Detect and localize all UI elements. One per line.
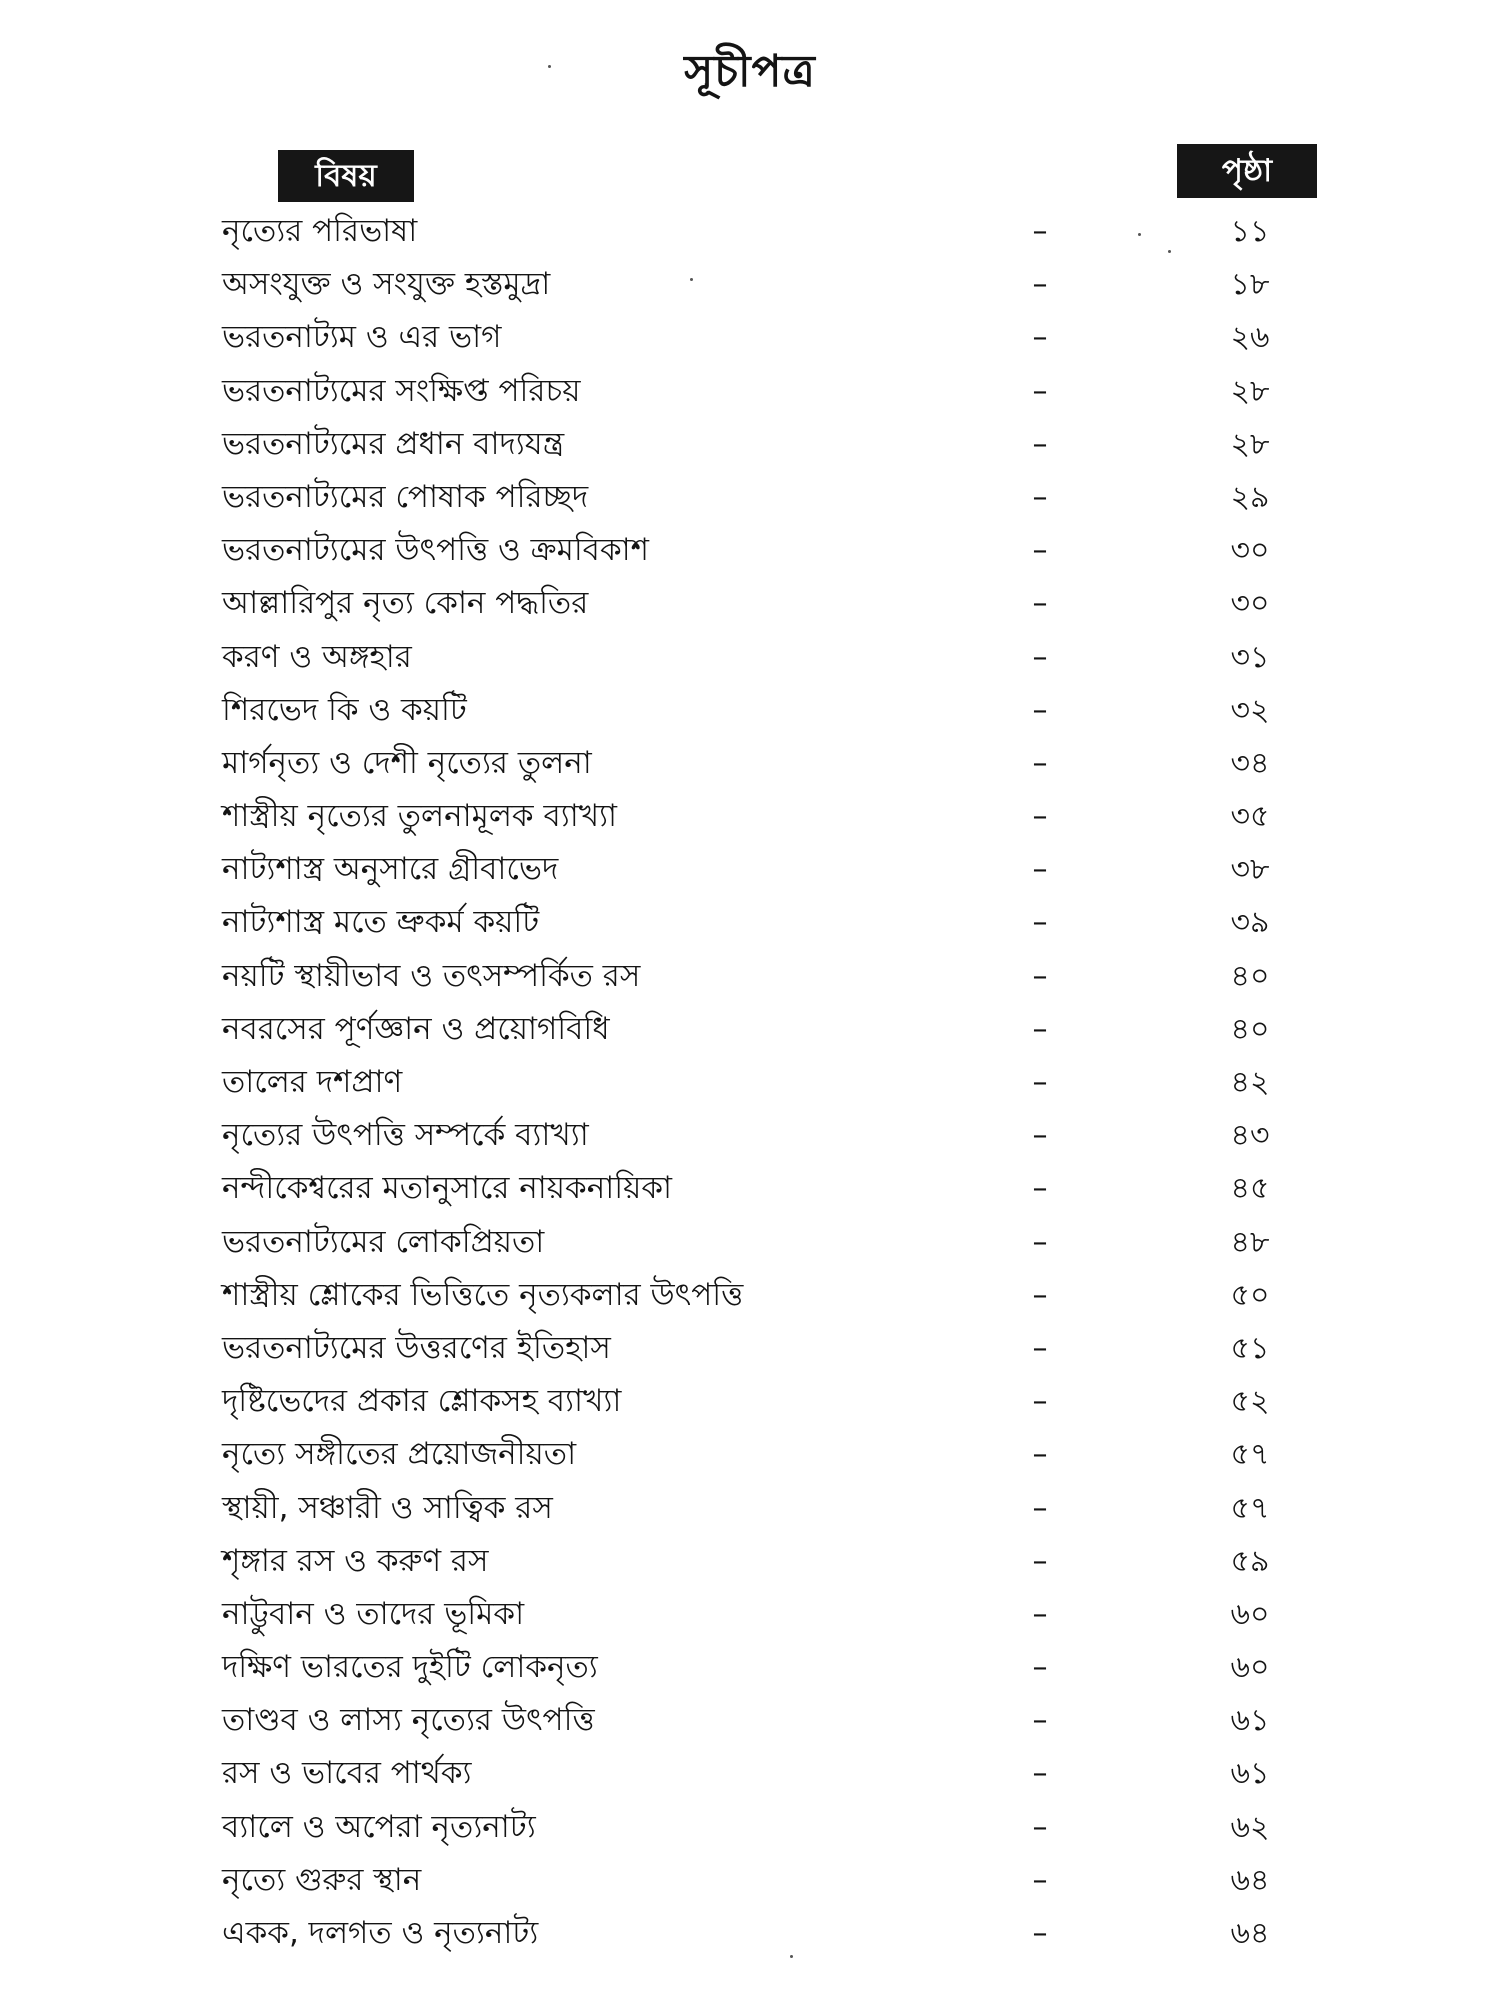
toc-entry-separator: – xyxy=(1032,1277,1048,1313)
toc-entry-separator: – xyxy=(1032,1171,1048,1207)
toc-entry-title: ভরতনাট্যমের উত্তরণের ইতিহাস xyxy=(222,1329,611,1366)
toc-entry-title: ভরতনাট্যমের উৎপত্তি ও ক্রমবিকাশ xyxy=(222,532,649,569)
toc-entry xyxy=(0,631,1500,684)
toc-entry-separator: – xyxy=(1032,479,1048,515)
toc-entry-separator: – xyxy=(1032,1703,1048,1739)
toc-entry-page-number: ৪০ xyxy=(1230,1011,1270,1047)
toc-entry xyxy=(0,1056,1500,1109)
toc-entry-page-number: ৫১ xyxy=(1230,1330,1270,1366)
toc-entry xyxy=(0,1109,1500,1162)
toc-entry-title: রস ও ভাবের পার্থক্য xyxy=(222,1755,472,1792)
toc-entry-title: মার্গনৃত্য ও দেশী নৃত্যের তুলনা xyxy=(222,744,592,781)
toc-entry-page-number: ৪০ xyxy=(1230,958,1270,994)
toc-entry-separator: – xyxy=(1032,426,1048,462)
scan-speck xyxy=(790,1955,793,1958)
toc-entry-title: ভরতনাট্যমের প্রধান বাদ্যযন্ত্র xyxy=(222,425,565,462)
toc-entry xyxy=(0,1216,1500,1269)
toc-entry-separator: – xyxy=(1032,214,1048,249)
toc-entry xyxy=(0,577,1500,630)
toc-entry xyxy=(0,1162,1500,1215)
toc-entry-separator: – xyxy=(1032,1224,1048,1260)
toc-entry-title: নৃত্যের উৎপত্তি সম্পর্কে ব্যাখ্যা xyxy=(222,1117,589,1154)
toc-entry xyxy=(0,1428,1500,1481)
toc-entry xyxy=(0,1641,1500,1694)
toc-entry xyxy=(0,1322,1500,1375)
toc-entry xyxy=(0,1694,1500,1747)
toc-entry xyxy=(0,524,1500,577)
toc-entry-title: নয়টি স্থায়ীভাব ও তৎসম্পর্কিত রস xyxy=(222,957,641,994)
toc-entry-separator: – xyxy=(1032,1809,1048,1845)
toc-entry xyxy=(0,1907,1500,1960)
toc-entry-separator: – xyxy=(1032,905,1048,941)
toc-entry-title: শিরভেদ কি ও কয়টি xyxy=(222,691,467,728)
toc-entry-page-number: ৩৮ xyxy=(1230,852,1270,888)
toc-entry-title: নন্দীকেশ্বরের মতানুসারে নায়কনায়িকা xyxy=(222,1170,673,1207)
toc-entry-title: ভরতনাট্যমের পোষাক পরিচ্ছদ xyxy=(222,478,589,515)
toc-entry-separator: – xyxy=(1032,1596,1048,1632)
toc-entry-title: নৃত্যে গুরুর স্থান xyxy=(222,1861,422,1898)
toc-entry-page-number: ৩০ xyxy=(1230,586,1270,622)
toc-entry-page-number: ৬০ xyxy=(1230,1596,1270,1632)
toc-entry-title: নাট্টুবান ও তাদের ভূমিকা xyxy=(222,1595,525,1632)
toc-entry-title: নৃত্যের পরিভাষা xyxy=(222,213,418,249)
toc-entry-title: নবরসের পূর্ণজ্ঞান ও প্রয়োগবিধি xyxy=(222,1010,610,1047)
toc-entry-separator: – xyxy=(1032,1756,1048,1792)
toc-entry xyxy=(0,1747,1500,1800)
toc-entry-separator: – xyxy=(1032,1862,1048,1898)
toc-entry-title: শাস্ত্রীয় নৃত্যের তুলনামূলক ব্যাখ্যা xyxy=(222,798,618,835)
toc-entry xyxy=(0,1482,1500,1535)
toc-entry-separator: – xyxy=(1032,1065,1048,1100)
toc-entry-page-number: ৩৯ xyxy=(1230,905,1270,941)
toc-entry-page-number: ৫২ xyxy=(1230,1384,1270,1420)
toc-entry-page-number: ৫৭ xyxy=(1230,1490,1270,1526)
scan-speck xyxy=(548,65,551,68)
toc-entry-separator: – xyxy=(1032,1437,1048,1473)
toc-entry xyxy=(0,471,1500,524)
toc-entry-page-number: ৬১ xyxy=(1230,1703,1270,1739)
toc-entry-title: তাণ্ডব ও লাস্য নৃত্যের উৎপত্তি xyxy=(222,1702,595,1739)
toc-entry-page-number: ১১ xyxy=(1230,214,1270,249)
toc-entry xyxy=(0,843,1500,896)
toc-entry-page-number: ৫৭ xyxy=(1230,1437,1270,1473)
toc-entry xyxy=(0,1375,1500,1428)
toc-entry-page-number: ২৯ xyxy=(1230,479,1270,515)
toc-entry-page-number: ২৬ xyxy=(1230,320,1270,356)
toc-entry-page-number: ৬৪ xyxy=(1230,1862,1270,1898)
toc-entry-separator: – xyxy=(1032,1011,1048,1047)
toc-entry-title: শৃঙ্গার রস ও করুণ রস xyxy=(222,1542,489,1579)
toc-entry-title: ব্যালে ও অপেরা নৃত্যনাট্য xyxy=(222,1808,536,1845)
toc-entry-page-number: ৬০ xyxy=(1230,1650,1270,1686)
toc-entry-page-number: ৫০ xyxy=(1230,1277,1270,1313)
toc-entry xyxy=(0,258,1500,311)
toc-entry xyxy=(0,684,1500,737)
toc-entry-page-number: ৩২ xyxy=(1230,692,1270,728)
toc-entry xyxy=(0,950,1500,1003)
toc-entry-separator: – xyxy=(1032,692,1048,728)
toc-entry-separator: – xyxy=(1032,373,1048,409)
toc-entry-page-number: ৩০ xyxy=(1230,533,1270,569)
page-title: সূচীপত্র xyxy=(684,46,816,97)
toc-entry-separator: – xyxy=(1032,533,1048,569)
toc-entry-title: ভরতনাট্যমের সংক্ষিপ্ত পরিচয় xyxy=(222,372,581,409)
scan-speck xyxy=(1168,250,1171,253)
toc-entry-page-number: ৪৮ xyxy=(1230,1224,1270,1260)
toc-entry-title: শাস্ত্রীয় শ্লোকের ভিত্তিতে নৃত্যকলার উৎপত্তি xyxy=(222,1276,744,1313)
toc-entry-separator: – xyxy=(1032,586,1048,622)
toc-entry-title: নৃত্যে সঙ্গীতের প্রয়োজনীয়তা xyxy=(222,1436,577,1473)
toc-entry-page-number: ৬৪ xyxy=(1230,1916,1270,1951)
toc-entry-separator: – xyxy=(1032,852,1048,888)
toc-entry-separator: – xyxy=(1032,1916,1048,1951)
page-column-header: পৃষ্ঠা xyxy=(1177,144,1317,198)
toc-entry-page-number: ২৮ xyxy=(1230,373,1270,409)
toc-entry-title: স্থায়ী, সঞ্চারী ও সাত্বিক রস xyxy=(222,1489,553,1526)
toc-entry-separator: – xyxy=(1032,1543,1048,1579)
toc-entry-title: ভরতনাট্যমের লোকপ্রিয়তা xyxy=(222,1223,545,1260)
toc-entry xyxy=(0,896,1500,949)
toc-entry-title: ভরতনাট্যম ও এর ভাগ xyxy=(222,319,502,356)
scan-speck xyxy=(690,278,693,281)
toc-entry-title: একক, দলগত ও নৃত্যনাট্য xyxy=(222,1915,539,1951)
toc-entry-separator: – xyxy=(1032,639,1048,675)
toc-entry xyxy=(0,311,1500,364)
toc-entry-separator: – xyxy=(1032,799,1048,835)
toc-entry-title: নাট্যশাস্ত্র অনুসারে গ্রীবাভেদ xyxy=(222,851,559,888)
toc-entry xyxy=(0,418,1500,471)
toc-entry-page-number: ৩৪ xyxy=(1230,745,1270,781)
toc-entry xyxy=(0,1588,1500,1641)
toc-entry-separator: – xyxy=(1032,320,1048,356)
scan-speck xyxy=(1138,233,1141,236)
toc-entry-separator: – xyxy=(1032,1330,1048,1366)
toc-entry-page-number: ৩১ xyxy=(1230,639,1270,675)
toc-entry-page-number: ৬২ xyxy=(1230,1809,1270,1845)
toc-entry-title: দৃষ্টিভেদের প্রকার শ্লোকসহ ব্যাখ্যা xyxy=(222,1383,622,1420)
toc-entry xyxy=(0,1269,1500,1322)
toc-entry-title: আল্লারিপুর নৃত্য কোন পদ্ধতির xyxy=(222,585,589,622)
toc-entry-page-number: ৪২ xyxy=(1230,1065,1270,1100)
toc-entry-page-number: ৬১ xyxy=(1230,1756,1270,1792)
toc-entry xyxy=(0,205,1500,258)
toc-entry-separator: – xyxy=(1032,745,1048,781)
toc-entry-page-number: ৫৯ xyxy=(1230,1543,1270,1579)
toc-entry xyxy=(0,790,1500,843)
toc-entry xyxy=(0,365,1500,418)
toc-entry-title: নাট্যশাস্ত্র মতে ভ্রুকর্ম কয়টি xyxy=(222,904,540,941)
toc-entry xyxy=(0,1854,1500,1907)
toc-entry-page-number: ৩৫ xyxy=(1230,799,1270,835)
subject-column-header: বিষয় xyxy=(278,150,414,202)
toc-entry-separator: – xyxy=(1032,267,1048,303)
toc-entry-page-number: ৪৫ xyxy=(1230,1171,1270,1207)
toc-entry-separator: – xyxy=(1032,958,1048,994)
toc-entry xyxy=(0,737,1500,790)
toc-entry-separator: – xyxy=(1032,1650,1048,1686)
toc-entry-separator: – xyxy=(1032,1118,1048,1154)
table-of-contents xyxy=(0,205,1500,1960)
toc-entry xyxy=(0,1535,1500,1588)
toc-entry xyxy=(0,1801,1500,1854)
toc-entry-separator: – xyxy=(1032,1490,1048,1526)
toc-entry xyxy=(0,1003,1500,1056)
toc-entry-title: করণ ও অঙ্গহার xyxy=(222,638,412,675)
toc-entry-page-number: ৪৩ xyxy=(1230,1118,1270,1154)
toc-entry-title: তালের দশপ্রাণ xyxy=(222,1064,403,1100)
toc-entry-page-number: ১৮ xyxy=(1230,267,1270,303)
toc-entry-title: অসংযুক্ত ও সংযুক্ত হস্তমুদ্রা xyxy=(222,266,551,303)
toc-entry-title: দক্ষিণ ভারতের দুইটি লোকনৃত্য xyxy=(222,1649,598,1686)
toc-entry-page-number: ২৮ xyxy=(1230,426,1270,462)
toc-entry-separator: – xyxy=(1032,1384,1048,1420)
